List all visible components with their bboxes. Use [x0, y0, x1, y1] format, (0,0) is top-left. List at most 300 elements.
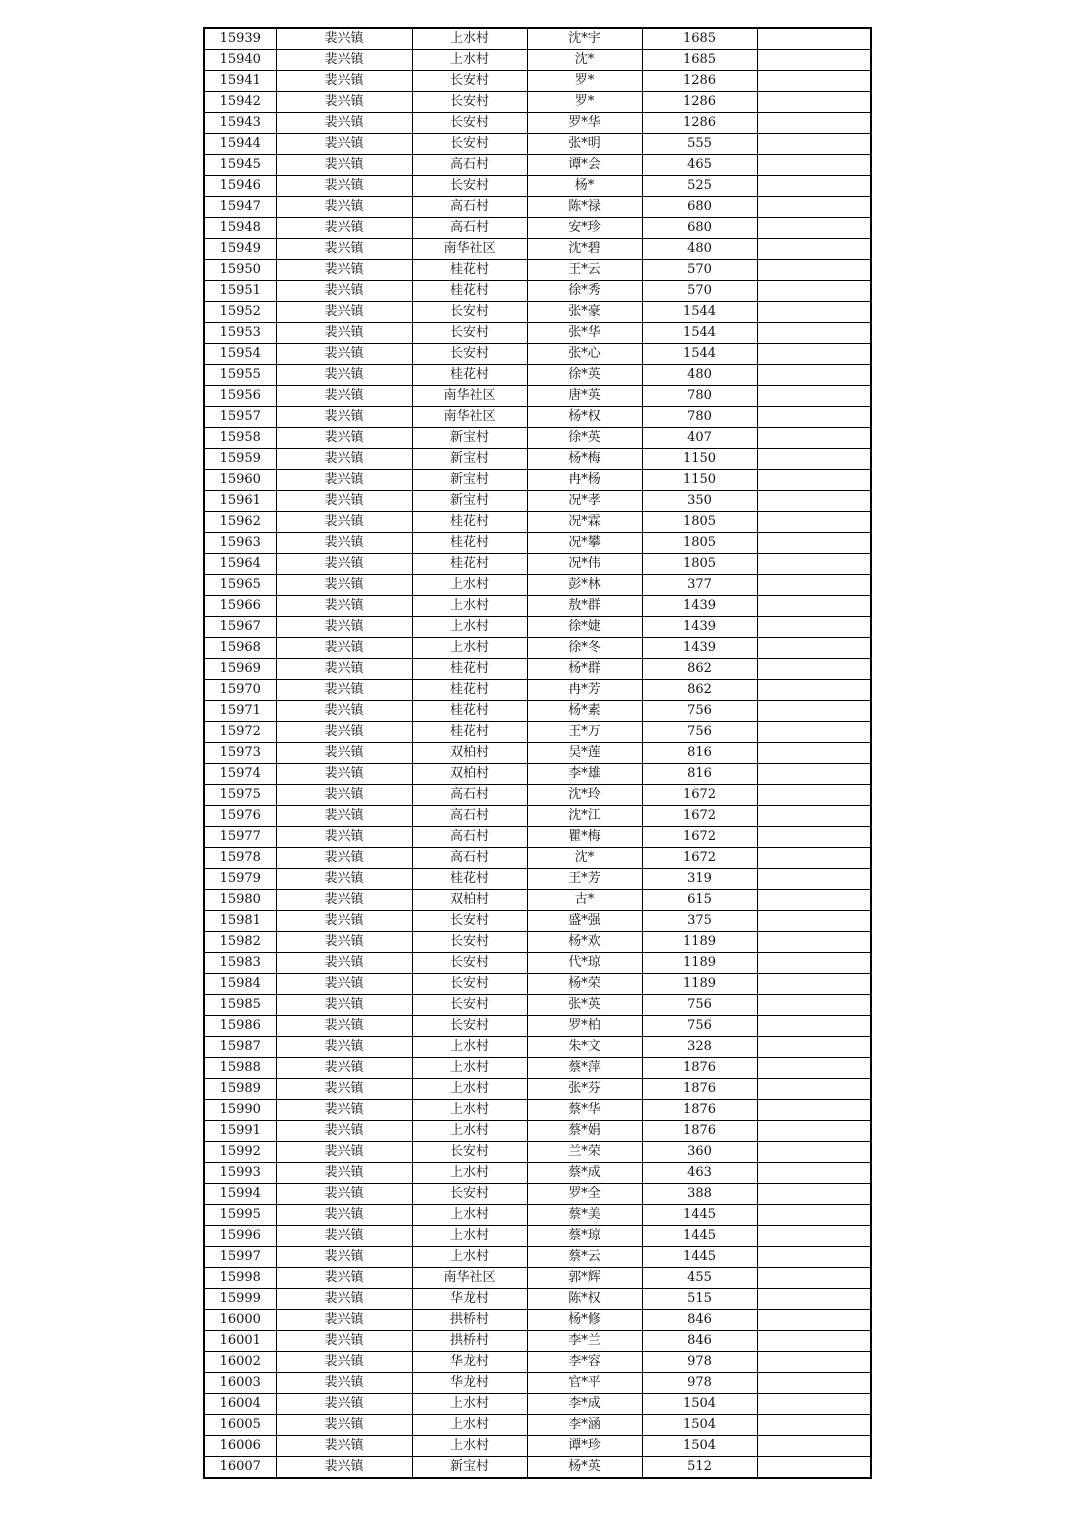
cell-note: [757, 512, 871, 533]
cell-town: 裴兴镇: [276, 302, 412, 323]
cell-amount: 1439: [642, 596, 757, 617]
cell-serial-number: 16005: [204, 1415, 276, 1436]
cell-amount: 1544: [642, 344, 757, 365]
cell-amount: 1805: [642, 533, 757, 554]
cell-amount: 1876: [642, 1121, 757, 1142]
cell-town: 裴兴镇: [276, 575, 412, 596]
cell-serial-number: 15983: [204, 953, 276, 974]
cell-note: [757, 239, 871, 260]
cell-town: 裴兴镇: [276, 1142, 412, 1163]
cell-village: 上水村: [412, 1121, 527, 1142]
cell-amount: 846: [642, 1331, 757, 1352]
cell-note: [757, 1205, 871, 1226]
cell-note: [757, 701, 871, 722]
cell-village: 长安村: [412, 1016, 527, 1037]
cell-serial-number: 16002: [204, 1352, 276, 1373]
cell-amount: 463: [642, 1163, 757, 1184]
table-row: [204, 1016, 871, 1037]
cell-town: 裴兴镇: [276, 1247, 412, 1268]
cell-note: [757, 365, 871, 386]
cell-note: [757, 1331, 871, 1352]
cell-village: 上水村: [412, 1163, 527, 1184]
cell-village: 长安村: [412, 974, 527, 995]
cell-village: 高石村: [412, 827, 527, 848]
cell-amount: 756: [642, 995, 757, 1016]
cell-amount: 1504: [642, 1436, 757, 1457]
cell-town: 裴兴镇: [276, 28, 412, 50]
cell-town: 裴兴镇: [276, 1016, 412, 1037]
cell-name: 兰*荣: [527, 1142, 642, 1163]
cell-serial-number: 15960: [204, 470, 276, 491]
cell-village: 长安村: [412, 302, 527, 323]
cell-town: 裴兴镇: [276, 617, 412, 638]
cell-village: 上水村: [412, 28, 527, 50]
cell-village: 长安村: [412, 71, 527, 92]
table-row: [204, 386, 871, 407]
cell-name: 冉*杨: [527, 470, 642, 491]
cell-note: [757, 533, 871, 554]
cell-note: [757, 428, 871, 449]
table-row: [204, 1058, 871, 1079]
cell-name: 王*芳: [527, 869, 642, 890]
cell-village: 长安村: [412, 1184, 527, 1205]
cell-amount: 388: [642, 1184, 757, 1205]
table-row: [204, 1205, 871, 1226]
table-row: [204, 365, 871, 386]
cell-serial-number: 15969: [204, 659, 276, 680]
table-row: [204, 260, 871, 281]
cell-town: 裴兴镇: [276, 50, 412, 71]
cell-name: 蔡*美: [527, 1205, 642, 1226]
cell-serial-number: 15947: [204, 197, 276, 218]
cell-serial-number: 15987: [204, 1037, 276, 1058]
cell-serial-number: 15974: [204, 764, 276, 785]
table-row: [204, 71, 871, 92]
cell-town: 裴兴镇: [276, 911, 412, 932]
cell-name: 徐*英: [527, 428, 642, 449]
cell-amount: 570: [642, 260, 757, 281]
table-row: [204, 428, 871, 449]
cell-town: 裴兴镇: [276, 491, 412, 512]
cell-serial-number: 15959: [204, 449, 276, 470]
cell-note: [757, 1373, 871, 1394]
cell-village: 新宝村: [412, 491, 527, 512]
cell-town: 裴兴镇: [276, 1058, 412, 1079]
cell-name: 王*万: [527, 722, 642, 743]
cell-note: [757, 344, 871, 365]
cell-name: 古*: [527, 890, 642, 911]
cell-note: [757, 1037, 871, 1058]
cell-note: [757, 869, 871, 890]
cell-town: 裴兴镇: [276, 1226, 412, 1247]
cell-town: 裴兴镇: [276, 638, 412, 659]
cell-amount: 1445: [642, 1247, 757, 1268]
cell-village: 高石村: [412, 197, 527, 218]
cell-village: 长安村: [412, 1142, 527, 1163]
cell-serial-number: 15964: [204, 554, 276, 575]
cell-note: [757, 575, 871, 596]
cell-serial-number: 15948: [204, 218, 276, 239]
table-row: [204, 1142, 871, 1163]
table-row: [204, 1184, 871, 1205]
cell-village: 上水村: [412, 1058, 527, 1079]
cell-name: 谭*会: [527, 155, 642, 176]
cell-town: 裴兴镇: [276, 113, 412, 134]
cell-amount: 1672: [642, 848, 757, 869]
cell-name: 沈*玲: [527, 785, 642, 806]
cell-town: 裴兴镇: [276, 1205, 412, 1226]
cell-village: 上水村: [412, 1079, 527, 1100]
cell-village: 长安村: [412, 953, 527, 974]
cell-name: 蔡*华: [527, 1100, 642, 1121]
cell-serial-number: 15950: [204, 260, 276, 281]
cell-name: 蔡*成: [527, 1163, 642, 1184]
cell-amount: 377: [642, 575, 757, 596]
cell-name: 彭*林: [527, 575, 642, 596]
cell-town: 裴兴镇: [276, 932, 412, 953]
cell-note: [757, 743, 871, 764]
cell-village: 高石村: [412, 806, 527, 827]
cell-village: 长安村: [412, 176, 527, 197]
cell-town: 裴兴镇: [276, 71, 412, 92]
cell-note: [757, 449, 871, 470]
table-row: [204, 722, 871, 743]
cell-note: [757, 470, 871, 491]
cell-amount: 555: [642, 134, 757, 155]
cell-village: 桂花村: [412, 701, 527, 722]
cell-note: [757, 1016, 871, 1037]
cell-town: 裴兴镇: [276, 1289, 412, 1310]
cell-town: 裴兴镇: [276, 239, 412, 260]
cell-village: 上水村: [412, 50, 527, 71]
cell-amount: 1544: [642, 302, 757, 323]
cell-note: [757, 134, 871, 155]
cell-amount: 1672: [642, 827, 757, 848]
cell-name: 罗*华: [527, 113, 642, 134]
cell-name: 郭*辉: [527, 1268, 642, 1289]
cell-town: 裴兴镇: [276, 281, 412, 302]
table-row: [204, 1163, 871, 1184]
cell-note: [757, 974, 871, 995]
table-row: [204, 491, 871, 512]
cell-town: 裴兴镇: [276, 1436, 412, 1457]
cell-village: 新宝村: [412, 470, 527, 491]
cell-town: 裴兴镇: [276, 92, 412, 113]
table-row: [204, 323, 871, 344]
cell-village: 上水村: [412, 1436, 527, 1457]
cell-name: 瞿*梅: [527, 827, 642, 848]
cell-serial-number: 15988: [204, 1058, 276, 1079]
cell-note: [757, 302, 871, 323]
cell-town: 裴兴镇: [276, 407, 412, 428]
cell-serial-number: 15966: [204, 596, 276, 617]
cell-amount: 350: [642, 491, 757, 512]
cell-serial-number: 15995: [204, 1205, 276, 1226]
cell-note: [757, 806, 871, 827]
cell-village: 高石村: [412, 218, 527, 239]
cell-note: [757, 827, 871, 848]
cell-town: 裴兴镇: [276, 386, 412, 407]
cell-village: 上水村: [412, 1394, 527, 1415]
table-row: [204, 1352, 871, 1373]
cell-village: 上水村: [412, 575, 527, 596]
cell-town: 裴兴镇: [276, 785, 412, 806]
table-body: [204, 28, 871, 1478]
table-row: [204, 701, 871, 722]
table-row: [204, 407, 871, 428]
cell-amount: 570: [642, 281, 757, 302]
table-row: [204, 932, 871, 953]
cell-name: 蔡*云: [527, 1247, 642, 1268]
cell-serial-number: 15975: [204, 785, 276, 806]
cell-serial-number: 15972: [204, 722, 276, 743]
table-row: [204, 848, 871, 869]
cell-note: [757, 491, 871, 512]
cell-amount: 1445: [642, 1205, 757, 1226]
cell-village: 高石村: [412, 848, 527, 869]
cell-town: 裴兴镇: [276, 512, 412, 533]
cell-amount: 680: [642, 197, 757, 218]
cell-amount: 1439: [642, 638, 757, 659]
cell-amount: 1286: [642, 71, 757, 92]
cell-town: 裴兴镇: [276, 218, 412, 239]
cell-amount: 615: [642, 890, 757, 911]
cell-amount: 1685: [642, 28, 757, 50]
cell-town: 裴兴镇: [276, 428, 412, 449]
cell-serial-number: 16000: [204, 1310, 276, 1331]
cell-name: 徐*秀: [527, 281, 642, 302]
cell-amount: 1876: [642, 1079, 757, 1100]
table-row: [204, 281, 871, 302]
cell-name: 唐*英: [527, 386, 642, 407]
table-row: [204, 1331, 871, 1352]
cell-serial-number: 15941: [204, 71, 276, 92]
cell-village: 拱桥村: [412, 1310, 527, 1331]
cell-town: 裴兴镇: [276, 554, 412, 575]
table-row: [204, 1247, 871, 1268]
cell-village: 上水村: [412, 638, 527, 659]
table-row: [204, 1457, 871, 1479]
cell-name: 杨*英: [527, 1457, 642, 1479]
cell-amount: 756: [642, 1016, 757, 1037]
table-row: [204, 806, 871, 827]
cell-note: [757, 1121, 871, 1142]
cell-serial-number: 15955: [204, 365, 276, 386]
cell-name: 张*明: [527, 134, 642, 155]
cell-note: [757, 113, 871, 134]
cell-town: 裴兴镇: [276, 827, 412, 848]
cell-town: 裴兴镇: [276, 1310, 412, 1331]
cell-serial-number: 16003: [204, 1373, 276, 1394]
cell-name: 朱*文: [527, 1037, 642, 1058]
cell-name: 敖*群: [527, 596, 642, 617]
cell-amount: 407: [642, 428, 757, 449]
cell-amount: 1672: [642, 806, 757, 827]
cell-town: 裴兴镇: [276, 197, 412, 218]
cell-town: 裴兴镇: [276, 974, 412, 995]
cell-amount: 1150: [642, 449, 757, 470]
cell-name: 沈*: [527, 50, 642, 71]
cell-serial-number: 15977: [204, 827, 276, 848]
cell-village: 长安村: [412, 113, 527, 134]
cell-town: 裴兴镇: [276, 1184, 412, 1205]
cell-village: 上水村: [412, 596, 527, 617]
cell-serial-number: 15985: [204, 995, 276, 1016]
cell-amount: 1876: [642, 1100, 757, 1121]
cell-note: [757, 995, 871, 1016]
cell-note: [757, 197, 871, 218]
cell-amount: 862: [642, 659, 757, 680]
cell-village: 桂花村: [412, 260, 527, 281]
cell-amount: 1189: [642, 974, 757, 995]
cell-town: 裴兴镇: [276, 596, 412, 617]
table-row: [204, 1394, 871, 1415]
cell-town: 裴兴镇: [276, 323, 412, 344]
cell-name: 张*芬: [527, 1079, 642, 1100]
cell-serial-number: 15976: [204, 806, 276, 827]
cell-amount: 756: [642, 701, 757, 722]
cell-note: [757, 176, 871, 197]
cell-note: [757, 155, 871, 176]
cell-amount: 319: [642, 869, 757, 890]
cell-serial-number: 15958: [204, 428, 276, 449]
cell-amount: 1685: [642, 50, 757, 71]
cell-village: 上水村: [412, 1247, 527, 1268]
cell-amount: 1805: [642, 512, 757, 533]
cell-serial-number: 16006: [204, 1436, 276, 1457]
cell-amount: 1672: [642, 785, 757, 806]
cell-village: 上水村: [412, 1226, 527, 1247]
cell-note: [757, 28, 871, 50]
cell-note: [757, 92, 871, 113]
cell-town: 裴兴镇: [276, 1268, 412, 1289]
cell-town: 裴兴镇: [276, 890, 412, 911]
table-row: [204, 218, 871, 239]
table-row: [204, 28, 871, 50]
cell-name: 况*攀: [527, 533, 642, 554]
cell-serial-number: 15981: [204, 911, 276, 932]
cell-town: 裴兴镇: [276, 449, 412, 470]
cell-amount: 515: [642, 1289, 757, 1310]
cell-town: 裴兴镇: [276, 260, 412, 281]
cell-village: 上水村: [412, 1205, 527, 1226]
cell-note: [757, 1436, 871, 1457]
cell-town: 裴兴镇: [276, 470, 412, 491]
cell-village: 华龙村: [412, 1352, 527, 1373]
cell-name: 安*珍: [527, 218, 642, 239]
table-row: [204, 470, 871, 491]
cell-name: 沈*碧: [527, 239, 642, 260]
cell-village: 新宝村: [412, 449, 527, 470]
cell-village: 双柏村: [412, 890, 527, 911]
cell-note: [757, 407, 871, 428]
cell-village: 双柏村: [412, 743, 527, 764]
table-row: [204, 1310, 871, 1331]
cell-amount: 480: [642, 239, 757, 260]
cell-name: 徐*英: [527, 365, 642, 386]
cell-note: [757, 596, 871, 617]
cell-village: 高石村: [412, 785, 527, 806]
cell-village: 长安村: [412, 134, 527, 155]
cell-town: 裴兴镇: [276, 743, 412, 764]
table-row: [204, 344, 871, 365]
cell-amount: 375: [642, 911, 757, 932]
cell-name: 杨*欢: [527, 932, 642, 953]
cell-village: 南华社区: [412, 407, 527, 428]
cell-village: 桂花村: [412, 365, 527, 386]
cell-town: 裴兴镇: [276, 1373, 412, 1394]
cell-town: 裴兴镇: [276, 1037, 412, 1058]
cell-village: 长安村: [412, 323, 527, 344]
cell-village: 长安村: [412, 911, 527, 932]
cell-note: [757, 260, 871, 281]
cell-serial-number: 15971: [204, 701, 276, 722]
cell-name: 官*平: [527, 1373, 642, 1394]
cell-amount: 816: [642, 764, 757, 785]
cell-town: 裴兴镇: [276, 1163, 412, 1184]
cell-note: [757, 1352, 871, 1373]
cell-village: 桂花村: [412, 533, 527, 554]
table-row: [204, 1373, 871, 1394]
cell-name: 沈*宇: [527, 28, 642, 50]
cell-town: 裴兴镇: [276, 848, 412, 869]
cell-name: 李*成: [527, 1394, 642, 1415]
table-row: [204, 113, 871, 134]
cell-amount: 680: [642, 218, 757, 239]
table-row: [204, 911, 871, 932]
cell-serial-number: 15967: [204, 617, 276, 638]
cell-serial-number: 16007: [204, 1457, 276, 1479]
cell-name: 罗*: [527, 71, 642, 92]
cell-town: 裴兴镇: [276, 659, 412, 680]
cell-amount: 1286: [642, 92, 757, 113]
cell-town: 裴兴镇: [276, 722, 412, 743]
cell-name: 谭*珍: [527, 1436, 642, 1457]
table-row: [204, 1079, 871, 1100]
cell-amount: 328: [642, 1037, 757, 1058]
cell-name: 罗*柏: [527, 1016, 642, 1037]
cell-village: 上水村: [412, 1100, 527, 1121]
cell-serial-number: 15982: [204, 932, 276, 953]
cell-name: 况*伟: [527, 554, 642, 575]
cell-town: 裴兴镇: [276, 1331, 412, 1352]
cell-note: [757, 890, 871, 911]
cell-note: [757, 785, 871, 806]
cell-village: 桂花村: [412, 512, 527, 533]
table-row: [204, 1100, 871, 1121]
cell-village: 上水村: [412, 1037, 527, 1058]
cell-amount: 525: [642, 176, 757, 197]
cell-name: 罗*全: [527, 1184, 642, 1205]
cell-serial-number: 15956: [204, 386, 276, 407]
table-row: [204, 134, 871, 155]
cell-note: [757, 1268, 871, 1289]
cell-name: 李*雄: [527, 764, 642, 785]
cell-serial-number: 15992: [204, 1142, 276, 1163]
cell-serial-number: 15961: [204, 491, 276, 512]
table-row: [204, 596, 871, 617]
cell-serial-number: 15978: [204, 848, 276, 869]
cell-town: 裴兴镇: [276, 1121, 412, 1142]
table-row: [204, 1121, 871, 1142]
table-row: [204, 575, 871, 596]
cell-serial-number: 15989: [204, 1079, 276, 1100]
cell-amount: 978: [642, 1373, 757, 1394]
cell-village: 拱桥村: [412, 1331, 527, 1352]
cell-serial-number: 15991: [204, 1121, 276, 1142]
cell-amount: 862: [642, 680, 757, 701]
table-row: [204, 554, 871, 575]
